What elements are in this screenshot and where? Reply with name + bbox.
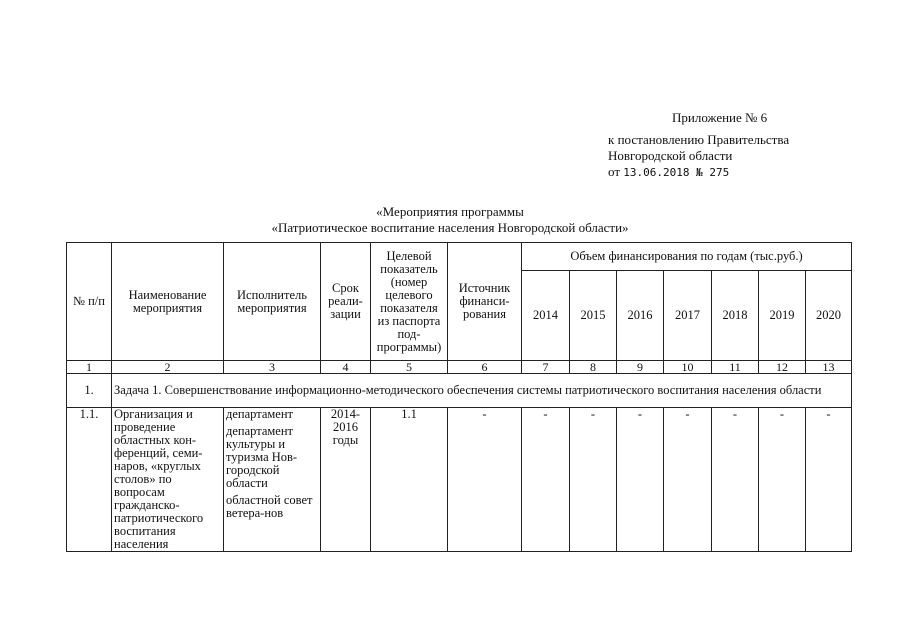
appendix-date-prefix: от bbox=[608, 164, 621, 179]
task-text: Задача 1. Совершенствование информационно-методического обеспечения системы патриотического воспитания населения области bbox=[112, 374, 852, 408]
row-executor: департамент культуры и туризма Нов-городской области bbox=[226, 424, 298, 490]
header-source: Источник финанси-рования bbox=[448, 243, 522, 361]
row-value: - bbox=[712, 408, 759, 552]
appendix-date-number: 13.06.2018 № 275 bbox=[623, 166, 730, 179]
header-num: № п/п bbox=[67, 243, 112, 361]
header-term: Срок реали-зации bbox=[321, 243, 371, 361]
row-executors bbox=[224, 408, 321, 552]
column-number: 10 bbox=[664, 361, 712, 374]
column-number: 11 bbox=[712, 361, 759, 374]
column-number: 12 bbox=[759, 361, 806, 374]
task-number: 1. bbox=[67, 374, 112, 408]
appendix-line-1: к постановлению Правительства bbox=[608, 132, 790, 147]
program-table bbox=[66, 242, 852, 552]
column-number: 2 bbox=[112, 361, 224, 374]
column-number: 9 bbox=[617, 361, 664, 374]
row-name: Организация и проведение областных кон-ференций, семи-наров, «круглых столов» по вопросам гражданско-патриотического воспитания населения bbox=[112, 408, 224, 552]
header-year: 2020 bbox=[806, 271, 852, 361]
row-term: 2014-2016 годы bbox=[321, 408, 371, 552]
header-row-1 bbox=[67, 243, 852, 271]
header-indicator: Целевой показатель (номер целевого показателя из паспорта под-программы) bbox=[371, 243, 448, 361]
row-value: - bbox=[522, 408, 570, 552]
header-year: 2015 bbox=[570, 271, 617, 361]
row-value: - bbox=[806, 408, 852, 552]
row-value: - bbox=[570, 408, 617, 552]
column-number: 3 bbox=[224, 361, 321, 374]
row-value: - bbox=[617, 408, 664, 552]
row-executor: департамент bbox=[226, 407, 294, 421]
column-number: 6 bbox=[448, 361, 522, 374]
table-row bbox=[67, 408, 852, 552]
appendix-line-2: Новгородской области bbox=[608, 148, 733, 163]
header-year: 2016 bbox=[617, 271, 664, 361]
column-number: 1 bbox=[67, 361, 112, 374]
column-number: 13 bbox=[806, 361, 852, 374]
column-number: 7 bbox=[522, 361, 570, 374]
appendix-line-3 bbox=[608, 164, 729, 181]
appendix-title: Приложение № 6 bbox=[672, 110, 768, 125]
task-row bbox=[67, 374, 852, 408]
row-number: 1.1. bbox=[67, 408, 112, 552]
header-executor: Исполнитель мероприятия bbox=[224, 243, 321, 361]
column-number: 4 bbox=[321, 361, 371, 374]
document-title-line-1: «Мероприятия программы bbox=[376, 204, 524, 219]
header-funding: Объем финансирования по годам (тыс.руб.) bbox=[522, 243, 852, 271]
header-year: 2019 bbox=[759, 271, 806, 361]
row-value: - bbox=[759, 408, 806, 552]
header-name: Наименование мероприятия bbox=[112, 243, 224, 361]
column-number-row bbox=[67, 361, 852, 374]
document-title-line-2: «Патриотическое воспитание населения Новгородской области» bbox=[271, 220, 629, 235]
header-year: 2018 bbox=[712, 271, 759, 361]
row-executor: областной совет ветера-нов bbox=[226, 493, 313, 520]
row-indicator: 1.1 bbox=[371, 408, 448, 552]
header-year: 2017 bbox=[664, 271, 712, 361]
row-source: - bbox=[448, 408, 522, 552]
column-number: 8 bbox=[570, 361, 617, 374]
row-value: - bbox=[664, 408, 712, 552]
column-number: 5 bbox=[371, 361, 448, 374]
header-year: 2014 bbox=[522, 271, 570, 361]
